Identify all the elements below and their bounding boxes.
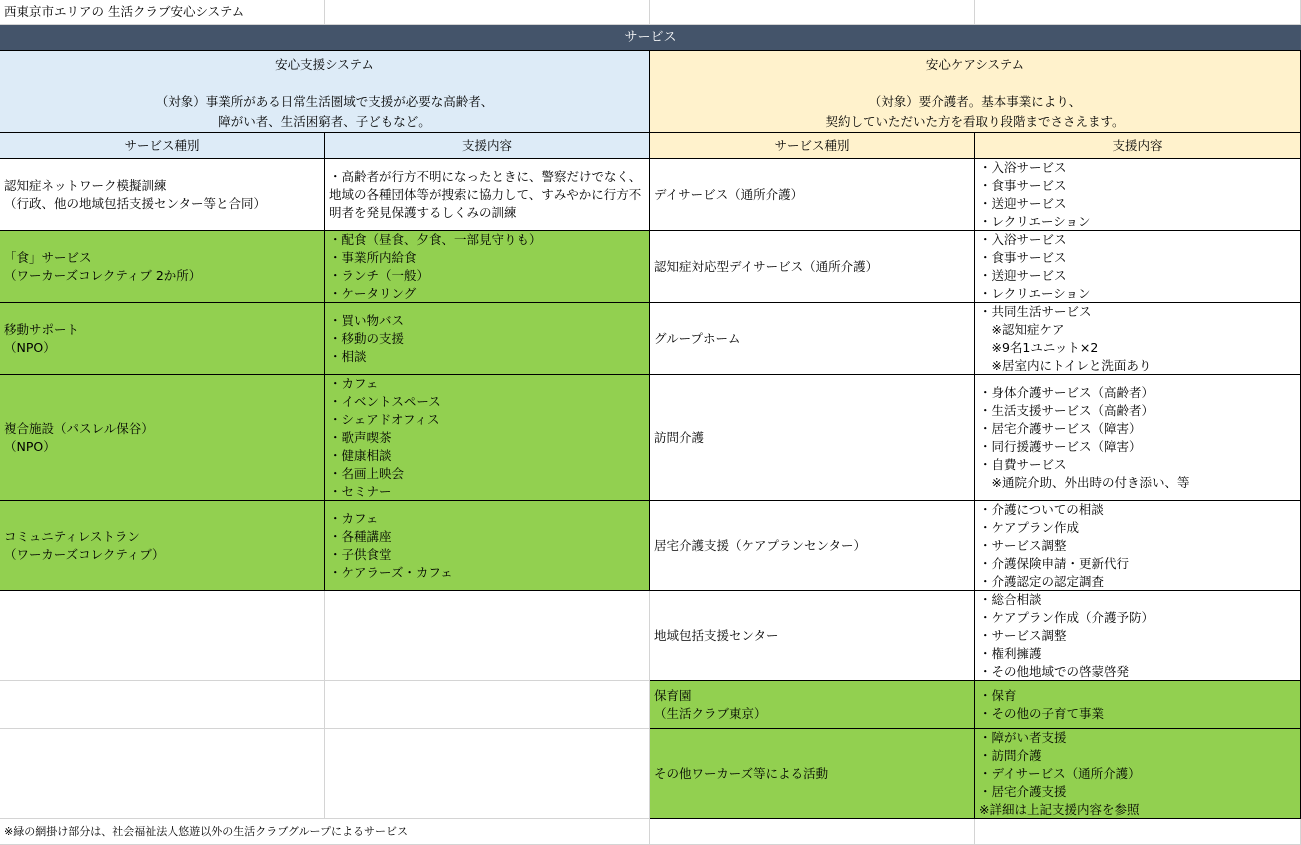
services-header[interactable] <box>0 25 1301 51</box>
service-type-line: 居宅介護支援（ケアプランセンター） <box>654 537 867 553</box>
service-type-line: グループホーム <box>654 330 741 346</box>
support-item: ・保育 <box>979 687 1017 703</box>
support-content-cell[interactable] <box>975 375 1301 501</box>
support-item: ・障がい者支援 <box>979 729 1067 745</box>
service-type-cell[interactable] <box>650 159 975 231</box>
column-header-text: 支援内容 <box>1112 137 1163 153</box>
support-system-name: 安心支援システム <box>275 57 374 72</box>
service-type-cell[interactable] <box>0 501 325 591</box>
support-item: ・自費サービス <box>979 456 1067 472</box>
support-content-cell[interactable] <box>975 159 1301 231</box>
support-item: ・介護についての相談 <box>979 501 1104 517</box>
service-type-line: 「食」サービス <box>4 249 92 265</box>
service-type-line: （行政、他の地域包括支援センター等と合同） <box>4 195 267 211</box>
support-item: ・身体介護サービス（高齢者） <box>979 384 1155 400</box>
support-item: ※認知症ケア <box>979 321 1065 337</box>
support-item: ・同行援護サービス（障害） <box>979 438 1142 454</box>
empty-cell[interactable] <box>0 729 325 819</box>
support-content-cell[interactable] <box>975 681 1301 729</box>
support-item: ・ケアラーズ・カフェ <box>329 564 453 580</box>
support-item: ・総合相談 <box>979 591 1042 607</box>
support-item: ・相談 <box>329 348 367 364</box>
empty-cell[interactable] <box>0 681 325 729</box>
support-item: ・権利擁護 <box>979 645 1042 661</box>
column-header-text: 支援内容 <box>461 137 512 153</box>
support-item: ・健康相談 <box>329 447 392 463</box>
support-item: ※通院介助、外出時の付き添い、等 <box>979 474 1190 490</box>
service-type-line: その他ワーカーズ等による活動 <box>654 765 829 781</box>
empty-cell[interactable] <box>325 681 650 729</box>
support-item: ・入浴サービス <box>979 231 1067 247</box>
service-type-cell[interactable] <box>650 501 975 591</box>
services-header-text: サービス <box>624 29 677 45</box>
column-header-text: サービス種別 <box>774 137 850 153</box>
support-item: ・食事サービス <box>979 249 1067 265</box>
service-type-cell[interactable] <box>0 375 325 501</box>
support-content-cell[interactable] <box>975 501 1301 591</box>
sheet-title[interactable] <box>0 0 325 25</box>
support-item: ・移動の支援 <box>329 330 405 346</box>
support-item: ・ランチ（一般） <box>329 267 430 283</box>
support-item: ・サービス調整 <box>979 627 1067 643</box>
column-header-support-content[interactable] <box>975 133 1301 159</box>
service-type-line: （NPO） <box>4 339 56 355</box>
support-item: ・居宅介護支援 <box>979 783 1067 799</box>
care-system-target-line: （対象）要介護者。基本事業により、 <box>868 94 1082 109</box>
support-item: ・レクリエーション <box>979 285 1091 301</box>
service-type-line: 訪問介護 <box>654 429 705 445</box>
support-item: ・送迎サービス <box>979 267 1067 283</box>
empty-cell[interactable] <box>975 819 1301 845</box>
empty-cell[interactable] <box>650 819 975 845</box>
service-type-cell[interactable] <box>650 729 975 819</box>
service-type-cell[interactable] <box>650 681 975 729</box>
support-content-text: ・高齢者が行方不明になったときに、警察だけでなく、地域の各種団体等が捜索に協力して、すみやかに行方不明者を発見保護するしくみの訓練 <box>329 168 642 220</box>
support-item: ・サービス調整 <box>979 537 1067 553</box>
support-item: ・その他地域での啓蒙啓発 <box>979 663 1130 679</box>
service-type-cell[interactable] <box>0 159 325 231</box>
support-item: ※詳細は上記支援内容を参照 <box>979 801 1140 817</box>
support-content-cell[interactable] <box>325 231 650 303</box>
service-type-line: 認知症対応型デイサービス（通所介護） <box>654 258 879 274</box>
support-content-cell[interactable] <box>975 303 1301 375</box>
support-content-cell[interactable] <box>975 729 1301 819</box>
support-item: ※9名1ユニット×2 <box>979 339 1099 355</box>
support-item: ・食事サービス <box>979 177 1067 193</box>
support-content-cell[interactable] <box>325 501 650 591</box>
support-item: ・配食（昼食、夕食、一部見守りも） <box>329 231 542 247</box>
footnote-text: ※緑の網掛け部分は、社会福祉法人悠遊以外の生活クラブグループによるサービス <box>4 824 409 838</box>
support-item: ・その他の子育て事業 <box>979 705 1105 721</box>
empty-cell[interactable] <box>0 591 325 681</box>
support-system-header[interactable] <box>0 51 650 133</box>
service-type-line: デイサービス（通所介護） <box>654 186 804 202</box>
support-system-target-line: （対象）事業所がある日常生活圏域で支援が必要な高齢者、 <box>155 94 494 109</box>
support-item: ・送迎サービス <box>979 195 1067 211</box>
support-item: ・デイサービス（通所介護） <box>979 765 1141 781</box>
support-item: ・レクリエーション <box>979 213 1091 229</box>
support-item: ・カフェ <box>329 375 379 391</box>
empty-cell[interactable] <box>975 0 1301 25</box>
support-item: ・名画上映会 <box>329 465 405 481</box>
support-item: ・事業所内給食 <box>329 249 417 265</box>
sheet-title-text: 西東京市エリアの 生活クラブ安心システム <box>4 4 245 19</box>
service-type-line: （生活クラブ東京） <box>654 705 767 721</box>
support-item: ・各種講座 <box>329 528 392 544</box>
support-content-cell[interactable] <box>975 591 1301 681</box>
empty-cell[interactable] <box>325 729 650 819</box>
empty-cell[interactable] <box>650 0 975 25</box>
empty-cell[interactable] <box>325 0 650 25</box>
support-item: ・ケアプラン作成 <box>979 519 1080 535</box>
service-type-line: 複合施設（パスレル保谷） <box>4 420 154 436</box>
service-type-line: （ワーカーズコレクティブ） <box>4 546 165 562</box>
support-content-cell[interactable] <box>325 303 650 375</box>
empty-cell[interactable] <box>325 591 650 681</box>
service-type-line: 認知症ネットワーク模擬訓練 <box>4 177 167 193</box>
footnote-cell[interactable] <box>0 819 650 845</box>
support-item: ・介護保険申請・更新代行 <box>979 555 1130 571</box>
care-system-name: 安心ケアシステム <box>925 57 1025 72</box>
service-type-line: 移動サポート <box>4 321 80 337</box>
service-type-cell[interactable] <box>0 231 325 303</box>
support-item: ・生活支援サービス（高齢者） <box>979 402 1155 418</box>
support-item: ・介護認定の認定調査 <box>979 573 1105 589</box>
support-item: ・子供食堂 <box>329 546 392 562</box>
support-item: ※居室内にトイレと洗面あり <box>979 357 1152 373</box>
column-header-service-type[interactable] <box>650 133 975 159</box>
support-item: ・シェアドオフィス <box>329 411 440 427</box>
support-item: ・入浴サービス <box>979 159 1067 175</box>
service-type-line: 地域包括支援センター <box>654 627 779 643</box>
care-system-header[interactable] <box>650 51 1301 133</box>
service-type-cell[interactable] <box>650 591 975 681</box>
column-header-service-type[interactable] <box>0 133 325 159</box>
service-type-cell[interactable] <box>650 303 975 375</box>
service-type-cell[interactable] <box>650 375 975 501</box>
support-content-cell[interactable] <box>325 159 650 231</box>
column-header-text: サービス種別 <box>124 137 200 153</box>
support-item: ・共同生活サービス <box>979 303 1092 319</box>
service-type-cell[interactable] <box>0 303 325 375</box>
support-item: ・ケータリング <box>329 285 417 301</box>
support-content-cell[interactable] <box>975 231 1301 303</box>
service-type-cell[interactable] <box>650 231 975 303</box>
support-item: ・セミナー <box>329 483 392 499</box>
support-item: ・イベントスペース <box>329 393 441 409</box>
service-type-line: 保育園 <box>654 687 692 703</box>
care-system-target-line: 契約していただいた方を看取り段階までささえます。 <box>825 114 1125 129</box>
service-type-line: コミュニティレストラン <box>4 528 140 544</box>
support-system-target-line: 障がい者、生活困窮者、子どもなど。 <box>218 114 431 129</box>
support-content-cell[interactable] <box>325 375 650 501</box>
support-item: ・歌声喫茶 <box>329 429 392 445</box>
support-item: ・カフェ <box>329 510 379 526</box>
support-item: ・買い物バス <box>329 312 405 328</box>
support-item: ・訪問介護 <box>979 747 1042 763</box>
service-type-line: （ワーカーズコレクティブ 2か所） <box>4 267 202 283</box>
support-item: ・ケアプラン作成（介護予防） <box>979 609 1155 625</box>
service-type-line: （NPO） <box>4 438 56 454</box>
column-header-support-content[interactable] <box>325 133 650 159</box>
support-item: ・居宅介護サービス（障害） <box>979 420 1142 436</box>
